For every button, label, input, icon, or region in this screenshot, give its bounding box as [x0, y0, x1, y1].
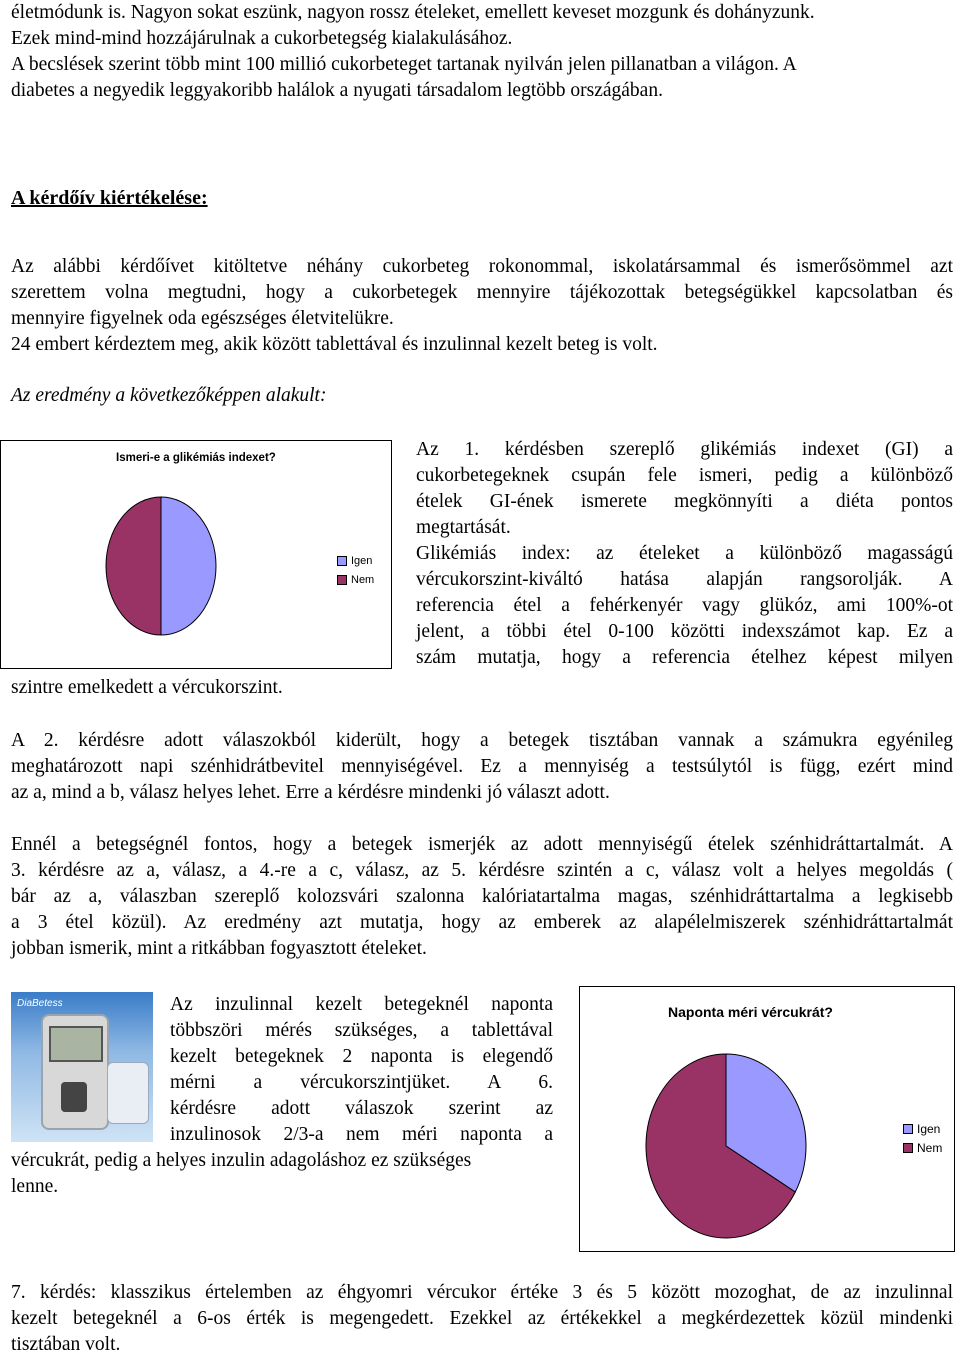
chart-glycemic-index [0, 440, 392, 669]
q3-paragraph [11, 832, 953, 962]
pie-slice-igen [161, 497, 216, 635]
text-line: 3. kérdésre az a, válasz, a 4.-re a c, válasz, az 5. kérdésre szintén a c, válasz volt a helyes megoldás ( [11, 860, 953, 881]
text-line: Ezek mind-mind hozzájárulnak a cukorbetegség kialakulásához. [11, 28, 513, 49]
legend-swatch [337, 556, 347, 566]
text-line: Glikémiás index: az ételeket a különböző magasságú [416, 543, 953, 564]
legend-swatch [903, 1124, 913, 1134]
pie-chart [1, 441, 391, 668]
text-line: az a, mind a b, válasz helyes lehet. Erre a kérdésre mindenki jó választ adott. [11, 782, 610, 803]
text-line: meghatározott napi szénhidrátbevitel mennyiségével. Ez a mennyiség a testsúlytól is függ, ezért mind [11, 756, 953, 777]
q1-continuation: szintre emelkedett a vércukorszint. [11, 677, 283, 698]
chart-legend [903, 1119, 951, 1157]
text-line: cukorbetegeknek csupán fele ismeri, pedig a különböző [416, 465, 953, 486]
meter-display [49, 1026, 103, 1062]
legend-label: Igen [917, 1121, 941, 1136]
q6-text-continued [11, 1148, 553, 1200]
text-line: bár az a, válaszban szereplő kolozsvári szalonna kalóriatartalma magas, szénhidráttartalma a legkisebb [11, 886, 953, 907]
legend-swatch [903, 1143, 913, 1153]
text-line: kezelt betegeknek 2 naponta is elegendő [170, 1046, 553, 1067]
pie-slice-nem [106, 497, 161, 635]
text-line: életmódunk is. Nagyon sokat eszünk, nagyon rossz ételeket, emellett keveset mozgunk és dohányzunk. [11, 2, 815, 23]
q6-text [170, 992, 553, 1148]
questionnaire-intro [11, 254, 953, 358]
text-line: vércukorszint-kiváltó hatása alapján rangsorolják. A [416, 569, 953, 590]
text-line: diabetes a negyedik leggyakoribb halálok a nyugati társadalom legtöbb országában. [11, 80, 663, 101]
meter-accessory [107, 1062, 149, 1124]
q2-paragraph [11, 728, 953, 806]
chart-daily-measurement [579, 986, 955, 1252]
text-line: jelent, a többi étel 0-100 közötti indexszámot kap. Ez a [416, 621, 953, 642]
intro-paragraph-top [11, 0, 953, 104]
text-line: Az inzulinnal kezelt betegeknél naponta [170, 994, 553, 1015]
text-line: a 3 étel közül). Az eredmény azt mutatja, hogy az emberek az alapélelmiszerek szénhidráttartalmát [11, 912, 953, 933]
text-line: mennyire figyelnek oda egészséges életvitelükre. [11, 308, 394, 329]
text-line: szerettem volna megtudni, hogy a cukorbetegek mennyire tájékozottak betegségükkel kapcsolatban és [11, 282, 953, 303]
legend-label: Nem [917, 1140, 943, 1155]
text-line: 24 embert kérdeztem meg, akik között tablettával és inzulinnal kezelt beteg is volt. [11, 334, 658, 355]
meter-body [41, 1014, 109, 1130]
glucose-meter-image [11, 992, 153, 1142]
text-line: megtartását. [416, 517, 511, 538]
legend-swatch [337, 575, 347, 585]
text-line: tisztában volt. [11, 1334, 121, 1355]
section-heading: A kérdőív kiértékelése: [11, 187, 208, 209]
image-brand-label: DiaBetess [17, 998, 63, 1009]
legend-label: Nem [351, 573, 375, 586]
legend-item-igen [903, 1119, 951, 1138]
legend-item-igen [337, 551, 387, 570]
meter-slot [61, 1082, 87, 1112]
text-line: Az alábbi kérdőívet kitöltetve néhány cukorbeteg rokonommal, iskolatársammal és ismerősömmel azt [11, 256, 953, 277]
text-line: jobban ismerik, mint a ritkábban fogyasztott ételeket. [11, 938, 427, 959]
chart-legend [337, 551, 387, 589]
text-line: referencia étel a fehérkenyér vagy glükóz, ami 100%-ot [416, 595, 953, 616]
text-line: lenne. [11, 1176, 59, 1197]
q7-paragraph [11, 1280, 953, 1358]
text-line: inzulinosok 2/3-a nem méri naponta a [170, 1124, 553, 1145]
legend-item-nem [337, 570, 387, 589]
text-line: kérdésre adott válaszok szerint az [170, 1098, 553, 1119]
text-line: többszöri mérés szükséges, a tablettával [170, 1020, 553, 1041]
text-line: kezelt betegeknél a 6-os érték is megengedett. Ezekkel az értékekkel a megkérdezettek közül mindenki [11, 1308, 953, 1329]
results-label: Az eredmény a következőképpen alakult: [11, 385, 327, 406]
text-line: A 2. kérdésre adott válaszokból kiderült, hogy a betegek tisztában vannak a számukra egyénileg [11, 730, 953, 751]
text-line: vércukrát, pedig a helyes inzulin adagoláshoz ez szükséges [11, 1150, 472, 1171]
text-line: A becslések szerint több mint 100 millió cukorbeteget tartanak nyilván jelen pillanatban a világon. A [11, 54, 797, 75]
legend-label: Igen [351, 554, 373, 567]
pie-chart [580, 987, 954, 1251]
text-line: Az 1. kérdésben szereplő glikémiás indexet (GI) a [416, 439, 953, 460]
text-line: mérni a vércukorszintjüket. A 6. [170, 1072, 553, 1093]
text-line: szám mutatja, hogy a referencia ételhez képest milyen [416, 647, 953, 668]
q1-text [416, 437, 953, 671]
text-line: ételek GI-ének ismerete megkönnyíti a diéta pontos [416, 491, 953, 512]
legend-item-nem [903, 1138, 951, 1157]
text-line: Ennél a betegségnél fontos, hogy a betegek ismerjék az adott mennyiségű ételek szénhidráttartalmát. A [11, 834, 953, 855]
chart-title: Ismeri-e a glikémiás indexet? [116, 452, 276, 464]
text-line: 7. kérdés: klasszikus értelemben az éhgyomri vércukor értéke 3 és 5 között mozoghat, de az inzulinnal [11, 1282, 953, 1303]
chart-title: Naponta méri vércukrát? [668, 1004, 833, 1020]
